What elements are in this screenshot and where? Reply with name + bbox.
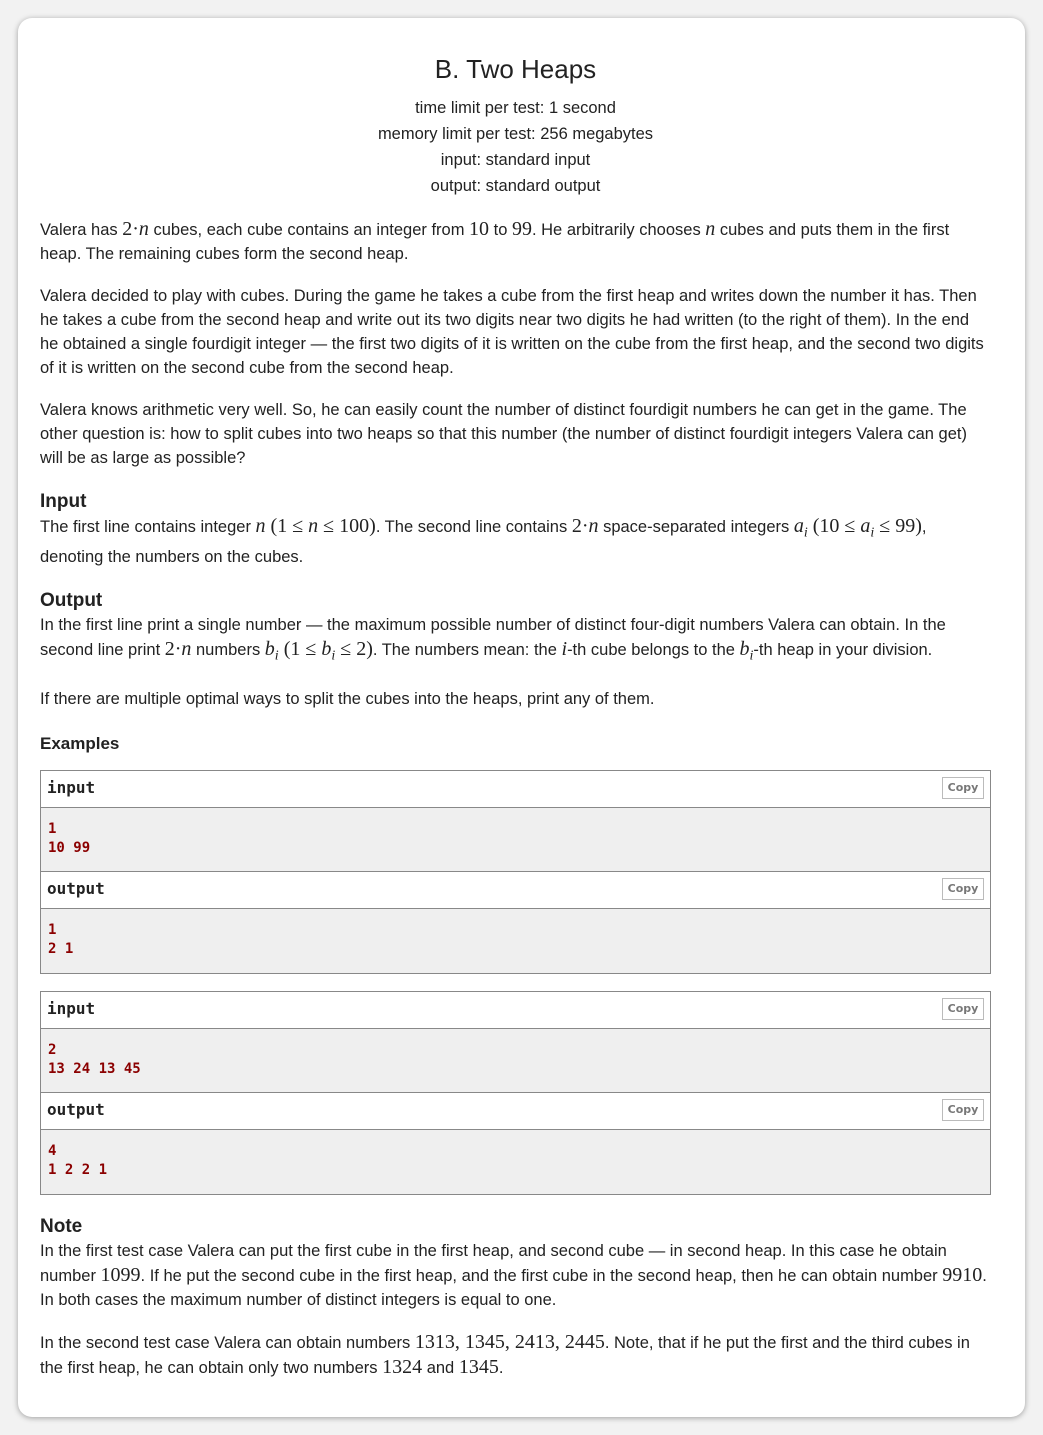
input-description: The first line contains integer n (1 ≤ n ≤ 100). The second line contains 2·n space-separated integers $a_i$ $(10 \le a_i \le 99)$, denoting the numbers on the cubes. (40, 515, 927, 567)
output-label: output (47, 1099, 105, 1119)
example-2-output-header (41, 1093, 990, 1130)
copy-button[interactable]: Copy (942, 998, 984, 1020)
input-label: input (47, 777, 96, 797)
statement-paragraph-1: Valera has 2·n cubes, each cube contains an integer from 10 to 99. He arbitrarily chooses n cubes and puts them in the first heap. The remaining cubes form the second heap. (40, 218, 950, 263)
input-heading: Input (40, 491, 87, 512)
problem-limits (40, 95, 991, 199)
input-line: 1 (48, 820, 57, 837)
note-heading: Note (40, 1215, 83, 1237)
output-line: 4 (48, 1142, 57, 1159)
copy-button[interactable]: Copy (942, 878, 984, 900)
output-note: If there are multiple optimal ways to split the cubes into the heaps, print any of them. (40, 689, 655, 708)
example-1-input-header (41, 771, 990, 808)
statement-paragraph-2: Valera decided to play with cubes. During the game he takes a cube from the first heap and writes down the number it has. Then he takes a cube from the second heap and write out its two digits near two digits he had written (to the right of them). In the end he obtained a single fourdigit integer — the first two digits of it is written on the cube from the first heap, and the second two digits of it is written on the second cube from the second heap. (40, 287, 984, 377)
example-1 (40, 770, 991, 974)
example-2-input (41, 1029, 990, 1093)
output-description: In the first line print a single number — the maximum possible number of distinct four-digit numbers Valera can obtain. In the second line print 2·n numbers $b_i$ $(1 \le b_i \le 2)$. The numbers mean: the i-th cube belongs to the $b_i-th$ heap in your division. (40, 616, 946, 664)
examples-heading: Examples (40, 733, 120, 753)
input-line: 13 24 13 45 (48, 1060, 141, 1077)
memory-limit: memory limit per test: 256 megabytes (377, 125, 654, 143)
output-line: 1 (48, 921, 57, 938)
input-label: input (47, 998, 96, 1018)
problem-card (18, 18, 1025, 1417)
note-paragraph-1: In the first test case Valera can put the first cube in the first heap, and second cube — in second heap. In this case he obtain number 1099. If he put the second cube in the first heap, and the first cube in the second heap, then he can obtain number 9910. In both cases the maximum number of distinct integers is equal to one. (40, 1241, 987, 1309)
example-1-output-header (41, 872, 990, 909)
example-2-output (41, 1130, 990, 1194)
input-spec: input: standard input (440, 151, 591, 169)
example-2-input-header (41, 992, 990, 1029)
output-spec: output: standard output (430, 177, 601, 195)
note-paragraph-2: In the second test case Valera can obtain numbers 1313, 1345, 2413, 2445. Note, that if he put the first and the third cubes in the first heap, he can obtain only two numbers 1324 and 1345. (40, 1330, 970, 1378)
copy-button[interactable]: Copy (942, 777, 984, 799)
problem-title: B. Two Heaps (434, 54, 597, 84)
output-line: 1 2 2 1 (48, 1161, 108, 1178)
input-line: 10 99 (48, 839, 91, 856)
example-1-output (41, 909, 990, 973)
time-limit: time limit per test: 1 second (415, 99, 616, 117)
example-1-input (41, 808, 990, 872)
copy-button[interactable]: Copy (942, 1099, 984, 1121)
output-heading: Output (40, 590, 103, 612)
output-label: output (47, 878, 105, 898)
input-line: 2 (48, 1041, 57, 1058)
statement-paragraph-3: Valera knows arithmetic very well. So, he can easily count the number of distinct fourdigit numbers he can get in the game. The other question is: how to split cubes into two heaps so that this number (the number of distinct fourdigit integers Valera can get) will be as large as possible? (40, 401, 967, 467)
output-line: 2 1 (48, 940, 74, 957)
example-2 (40, 991, 991, 1195)
